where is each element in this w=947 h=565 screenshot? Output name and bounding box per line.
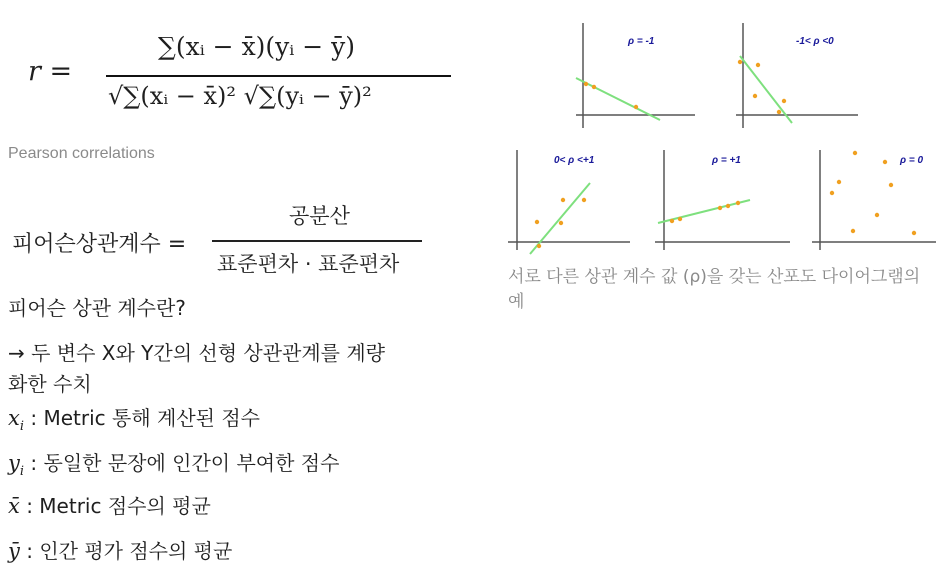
data-point bbox=[561, 198, 565, 202]
yi-definition bbox=[8, 447, 339, 479]
formula-lhs: r = bbox=[28, 56, 73, 87]
xi-definition bbox=[8, 402, 260, 434]
scatter-plot-rho-negative bbox=[736, 23, 858, 128]
data-point bbox=[738, 60, 742, 64]
data-point bbox=[634, 105, 638, 109]
data-point bbox=[756, 63, 760, 67]
data-point bbox=[718, 206, 722, 210]
plot-label: ρ = 0 bbox=[900, 155, 924, 166]
korean-fraction-bar bbox=[212, 240, 422, 242]
formula-numerator: ∑(xᵢ − x̄)(yᵢ − ȳ) bbox=[158, 32, 356, 61]
plot-label: -1< ρ <0 bbox=[796, 36, 834, 47]
data-point bbox=[678, 217, 682, 221]
yi-symbol: $y_i$ bbox=[8, 451, 25, 480]
scatter-plot-examples bbox=[500, 18, 940, 258]
data-point bbox=[851, 229, 855, 233]
data-point bbox=[584, 82, 588, 86]
data-point bbox=[582, 198, 586, 202]
data-point bbox=[889, 183, 893, 187]
answer-line-2: 화한 수치 bbox=[8, 372, 92, 396]
data-point bbox=[537, 244, 541, 248]
korean-formula-denominator: 표준편차 · 표준편차 bbox=[217, 252, 400, 276]
korean-formula bbox=[12, 200, 432, 280]
yi-description: : 동일한 문장에 인간이 부여한 점수 bbox=[24, 451, 340, 475]
xbar-description: : Metric 점수의 평균 bbox=[19, 494, 211, 518]
korean-formula-lhs: 피어슨상관계수 = bbox=[12, 232, 187, 257]
scatter-caption: 서로 다른 상관 계수 값 (ρ)을 갖는 산포도 다이어그램의 예 bbox=[508, 267, 921, 312]
plot-label: ρ = +1 bbox=[712, 155, 741, 166]
xi-symbol: $x_i$ bbox=[8, 406, 25, 435]
answer-line-1: → 두 변수 X와 Y간의 선형 상관관계를 계량 bbox=[8, 341, 385, 365]
data-point bbox=[875, 213, 879, 217]
korean-formula-numerator: 공분산 bbox=[289, 204, 350, 228]
scatter-plot-rho-minus-1 bbox=[576, 23, 695, 128]
data-point bbox=[777, 110, 781, 114]
ybar-symbol: ȳ bbox=[8, 539, 20, 563]
scatter-plot-rho-plus-1 bbox=[655, 150, 790, 250]
data-point bbox=[912, 231, 916, 235]
trend-line bbox=[740, 56, 792, 123]
data-point bbox=[753, 94, 757, 98]
data-point bbox=[535, 220, 539, 224]
trend-line bbox=[530, 183, 590, 254]
xi-description: : Metric 통해 계산된 점수 bbox=[24, 406, 260, 430]
data-point bbox=[670, 219, 674, 223]
fraction-bar bbox=[106, 75, 451, 77]
data-point bbox=[853, 151, 857, 155]
scatter-plot-rho-positive bbox=[508, 150, 630, 254]
data-point bbox=[830, 191, 834, 195]
xbar-definition bbox=[8, 490, 211, 519]
trend-line bbox=[576, 78, 660, 120]
data-point bbox=[736, 201, 740, 205]
xbar-symbol: x̄ bbox=[8, 494, 20, 518]
data-point bbox=[782, 99, 786, 103]
data-point bbox=[592, 85, 596, 89]
plot-label: 0< ρ <+1 bbox=[554, 155, 595, 166]
pearson-caption: Pearson correlations bbox=[8, 145, 155, 162]
formula-denominator: √∑(xᵢ − x̄)² √∑(yᵢ − ȳ)² bbox=[108, 82, 372, 110]
data-point bbox=[726, 204, 730, 208]
ybar-definition bbox=[8, 535, 232, 564]
scatter-plot-rho-zero bbox=[812, 150, 936, 250]
data-point bbox=[559, 221, 563, 225]
pearson-formula bbox=[28, 30, 428, 120]
data-point bbox=[837, 180, 841, 184]
question-text: 피어슨 상관 계수란? bbox=[8, 296, 186, 320]
ybar-description: : 인간 평가 점수의 평균 bbox=[19, 539, 233, 563]
plot-label: ρ = -1 bbox=[628, 36, 655, 47]
data-point bbox=[883, 160, 887, 164]
